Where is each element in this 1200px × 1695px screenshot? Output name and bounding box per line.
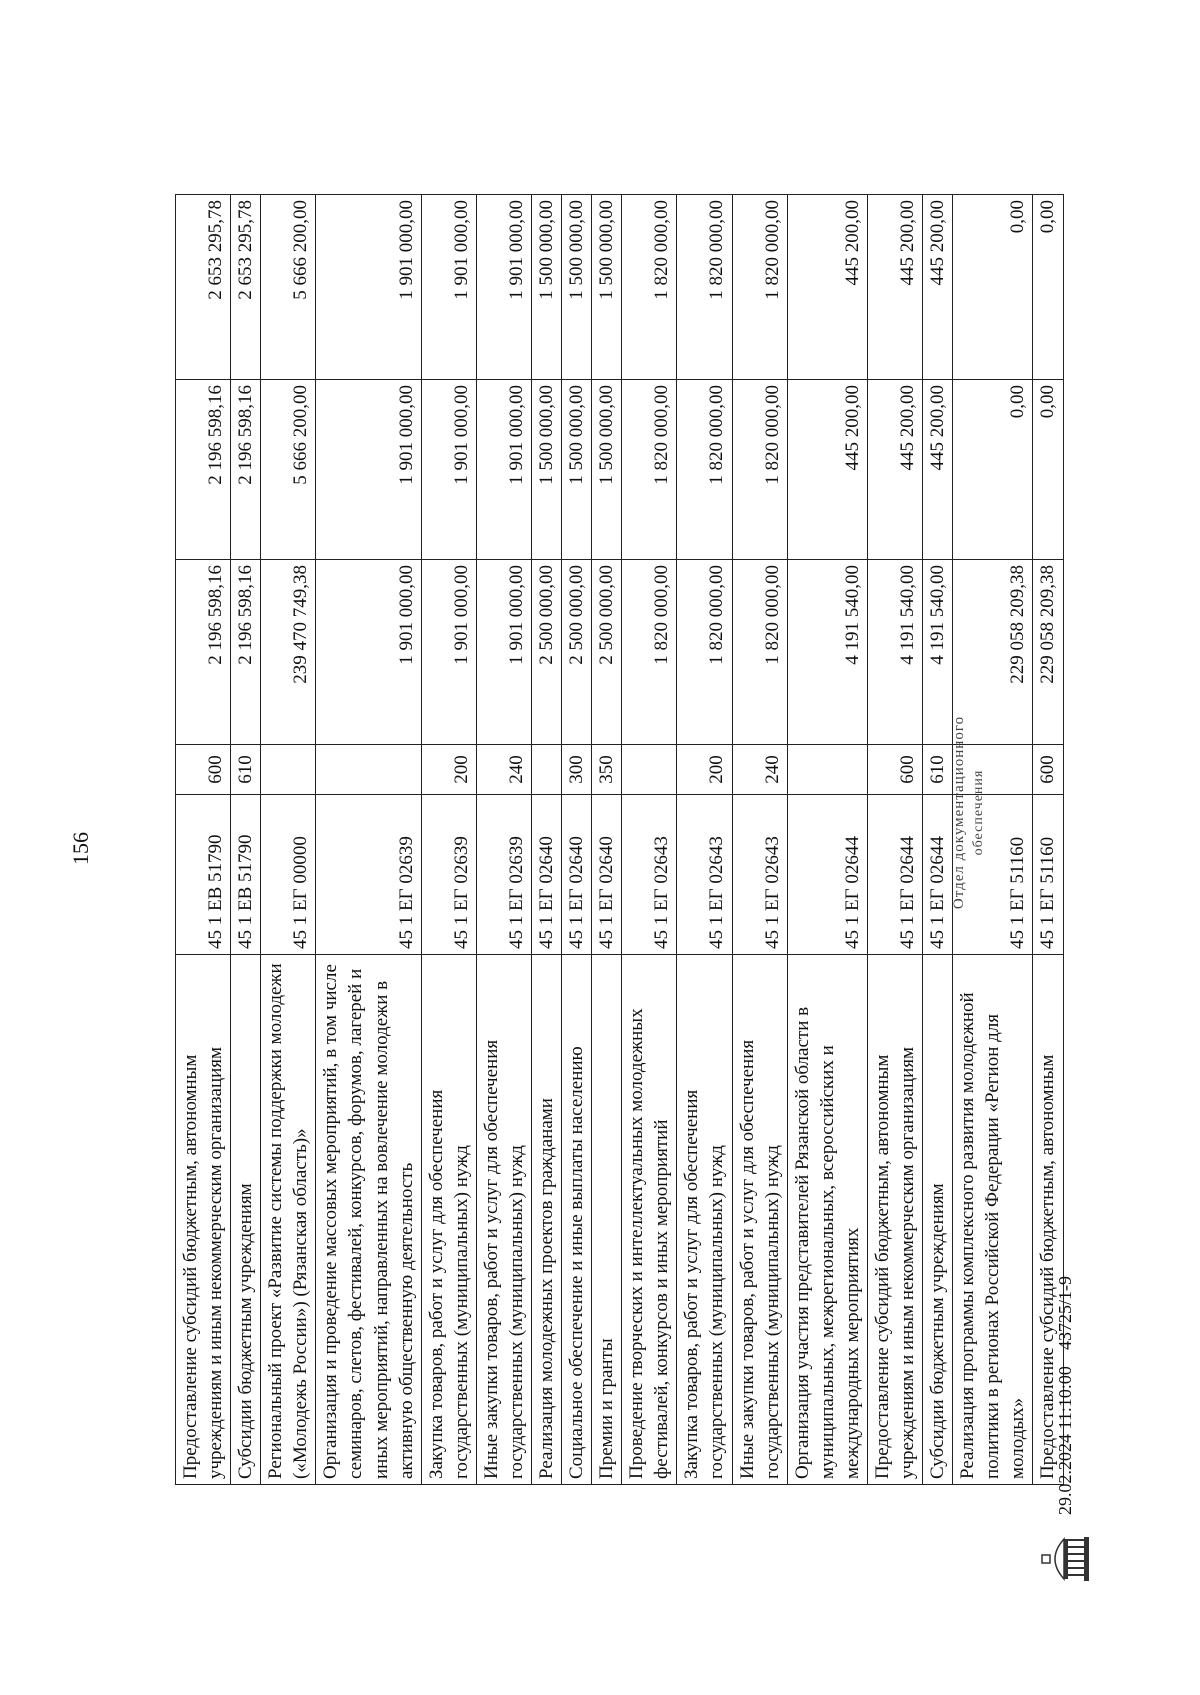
row-value-2-cell: 1 901 000,00 xyxy=(316,380,421,560)
row-vr-cell: 300 xyxy=(562,745,592,795)
table-row xyxy=(231,195,261,1485)
row-code-cell: 45 1 EГ 02640 xyxy=(532,795,562,955)
row-value-2-cell: 1 820 000,00 xyxy=(732,380,787,560)
row-value-1-cell: 4 191 540,00 xyxy=(923,560,953,745)
row-value-3-cell: 1 820 000,00 xyxy=(677,195,732,380)
row-vr-cell: 200 xyxy=(677,745,732,795)
row-value-2-cell: 1 500 000,00 xyxy=(562,380,592,560)
row-vr-cell: 610 xyxy=(231,745,261,795)
row-value-1-cell: 239 470 749,38 xyxy=(261,560,316,745)
row-value-3-cell: 1 820 000,00 xyxy=(732,195,787,380)
row-value-2-cell: 1 820 000,00 xyxy=(622,380,677,560)
row-vr-cell xyxy=(532,745,562,795)
row-code-cell: 45 1 EГ 02640 xyxy=(592,795,622,955)
row-value-3-cell: 1 820 000,00 xyxy=(622,195,677,380)
row-value-1-cell: 1 820 000,00 xyxy=(677,560,732,745)
row-value-2-cell: 1 901 000,00 xyxy=(476,380,531,560)
row-value-2-cell: 5 666 200,00 xyxy=(261,380,316,560)
table-row xyxy=(787,195,867,1485)
row-value-3-cell: 1 901 000,00 xyxy=(476,195,531,380)
row-code-cell: 45 1 EГ 02640 xyxy=(562,795,592,955)
row-value-3-cell: 1 500 000,00 xyxy=(532,195,562,380)
table-row xyxy=(476,195,531,1485)
row-value-1-cell: 229 058 209,38 xyxy=(1033,560,1063,745)
row-name-cell: Субсидии бюджетным учреждениям xyxy=(231,955,261,1485)
row-code-cell: 45 1 EГ 02644 xyxy=(787,795,867,955)
stamp-line2: обеспечения xyxy=(970,769,986,856)
row-vr-cell: 600 xyxy=(1033,745,1063,795)
row-value-1-cell: 4 191 540,00 xyxy=(787,560,867,745)
row-value-3-cell: 1 500 000,00 xyxy=(562,195,592,380)
row-value-2-cell: 1 820 000,00 xyxy=(677,380,732,560)
row-code-cell: 45 1 EВ 51790 xyxy=(231,795,261,955)
row-code-cell: 45 1 EГ 02639 xyxy=(316,795,421,955)
row-value-1-cell: 2 500 000,00 xyxy=(532,560,562,745)
row-name-cell: Закупка товаров, работ и услуг для обеспечения государственных (муниципальных) нужд xyxy=(421,955,476,1485)
stamp-line1: Отдел документационного xyxy=(951,715,967,910)
row-value-2-cell: 445 200,00 xyxy=(787,380,867,560)
table-row xyxy=(562,195,592,1485)
row-value-3-cell: 5 666 200,00 xyxy=(261,195,316,380)
row-name-cell: Иные закупки товаров, работ и услуг для обеспечения государственных (муниципальных) нужд xyxy=(476,955,531,1485)
row-value-1-cell: 1 901 000,00 xyxy=(316,560,421,745)
row-vr-cell: 600 xyxy=(867,745,922,795)
row-value-2-cell: 1 901 000,00 xyxy=(421,380,476,560)
row-name-cell: Организация и проведение массовых мероприятий, в том числе семинаров, слетов, фестивалей, конкурсов, форумов, лагерей и иных мероприятий, направленных на вовлечение молодежи в активную общественную деятельность xyxy=(316,955,421,1485)
row-code-cell: 45 1 EГ 02644 xyxy=(867,795,922,955)
footer-doc-number: 43725/1-9 xyxy=(1055,1276,1075,1350)
row-value-2-cell: 445 200,00 xyxy=(867,380,922,560)
row-vr-cell: 240 xyxy=(476,745,531,795)
table-row xyxy=(176,195,231,1485)
row-value-1-cell: 4 191 540,00 xyxy=(867,560,922,745)
budget-table xyxy=(175,194,1064,1485)
row-value-2-cell: 2 196 598,16 xyxy=(231,380,261,560)
row-name-cell: Субсидии бюджетным учреждениям xyxy=(923,955,953,1485)
row-value-3-cell: 445 200,00 xyxy=(787,195,867,380)
table-row xyxy=(316,195,421,1485)
row-value-3-cell: 0,00 xyxy=(953,195,1033,380)
row-name-cell: Реализация молодежных проектов гражданами xyxy=(532,955,562,1485)
row-vr-cell xyxy=(622,745,677,795)
row-vr-cell: 350 xyxy=(592,745,622,795)
row-code-cell: 45 1 EГ 02639 xyxy=(476,795,531,955)
row-name-cell: Организация участия представителей Рязанской области в муниципальных, межрегиональных, всероссийских и международных мероприятиях xyxy=(787,955,867,1485)
row-value-2-cell: 445 200,00 xyxy=(923,380,953,560)
row-value-1-cell: 2 196 598,16 xyxy=(231,560,261,745)
row-code-cell: 45 1 EГ 02643 xyxy=(677,795,732,955)
row-name-cell: Премии и гранты xyxy=(592,955,622,1485)
row-name-cell: Предоставление субсидий бюджетным, автономным xyxy=(1033,955,1063,1485)
row-code-cell: 45 1 EГ 00000 xyxy=(261,795,316,955)
row-vr-cell xyxy=(787,745,867,795)
row-vr-cell xyxy=(261,745,316,795)
row-code-cell: 45 1 EГ 02644 xyxy=(923,795,953,955)
row-code-cell: 45 1 EВ 51790 xyxy=(176,795,231,955)
row-name-cell: Реализация программы комплексного развития молодежной политики в регионах Российской Федерации «Регион для молодых» xyxy=(953,955,1033,1485)
row-code-cell: 45 1 EГ 51160 xyxy=(1033,795,1063,955)
row-value-3-cell: 0,00 xyxy=(1033,195,1063,380)
row-value-2-cell: 0,00 xyxy=(953,380,1033,560)
footer-date: 29.02.2024 11:10:00 xyxy=(1055,1366,1075,1515)
row-vr-cell: 610 xyxy=(923,745,953,795)
table-row xyxy=(677,195,732,1485)
page-number: 156 xyxy=(68,832,93,865)
row-value-3-cell: 2 653 295,78 xyxy=(176,195,231,380)
row-value-2-cell: 1 500 000,00 xyxy=(532,380,562,560)
row-vr-cell: 600 xyxy=(176,745,231,795)
row-value-2-cell: 1 500 000,00 xyxy=(592,380,622,560)
row-vr-cell xyxy=(316,745,421,795)
row-code-cell: 45 1 EГ 02643 xyxy=(622,795,677,955)
row-value-3-cell: 1 901 000,00 xyxy=(421,195,476,380)
department-stamp xyxy=(950,700,988,925)
row-value-1-cell: 2 196 598,16 xyxy=(176,560,231,745)
table-row xyxy=(732,195,787,1485)
row-value-2-cell: 0,00 xyxy=(1033,380,1063,560)
row-name-cell: Региональный проект «Развитие системы поддержки молодежи («Молодежь России») (Рязанская область)» xyxy=(261,955,316,1485)
row-value-1-cell: 229 058 209,38 xyxy=(953,560,1033,745)
row-name-cell: Иные закупки товаров, работ и услуг для обеспечения государственных (муниципальных) нужд xyxy=(732,955,787,1485)
row-code-cell: 45 1 EГ 02643 xyxy=(732,795,787,955)
table-row xyxy=(923,195,953,1485)
row-value-1-cell: 1 820 000,00 xyxy=(622,560,677,745)
row-name-cell: Предоставление субсидий бюджетным, автономным учреждениям и иным некоммерческим организациям xyxy=(176,955,231,1485)
row-value-1-cell: 1 901 000,00 xyxy=(421,560,476,745)
row-value-3-cell: 445 200,00 xyxy=(867,195,922,380)
table-row xyxy=(592,195,622,1485)
row-name-cell: Закупка товаров, работ и услуг для обеспечения государственных (муниципальных) нужд xyxy=(677,955,732,1485)
row-value-1-cell: 1 901 000,00 xyxy=(476,560,531,745)
row-value-1-cell: 2 500 000,00 xyxy=(592,560,622,745)
row-vr-cell: 240 xyxy=(732,745,787,795)
table-row xyxy=(622,195,677,1485)
row-name-cell: Социальное обеспечение и иные выплаты населению xyxy=(562,955,592,1485)
table-row xyxy=(421,195,476,1485)
row-vr-cell: 200 xyxy=(421,745,476,795)
row-code-cell: 45 1 EГ 51160 xyxy=(953,795,1033,955)
row-code-cell: 45 1 EГ 02639 xyxy=(421,795,476,955)
row-value-1-cell: 1 820 000,00 xyxy=(732,560,787,745)
row-value-1-cell: 2 500 000,00 xyxy=(562,560,592,745)
row-value-2-cell: 2 196 598,16 xyxy=(176,380,231,560)
row-name-cell: Предоставление субсидий бюджетным, автономным учреждениям и иным некоммерческим организациям xyxy=(867,955,922,1485)
row-value-3-cell: 1 500 000,00 xyxy=(592,195,622,380)
row-value-3-cell: 2 653 295,78 xyxy=(231,195,261,380)
row-value-3-cell: 445 200,00 xyxy=(923,195,953,380)
table-row xyxy=(867,195,922,1485)
row-name-cell: Проведение творческих и интеллектуальных молодежных фестивалей, конкурсов и иных мероприятий xyxy=(622,955,677,1485)
table-row xyxy=(532,195,562,1485)
row-value-3-cell: 1 901 000,00 xyxy=(316,195,421,380)
table-row xyxy=(261,195,316,1485)
duma-building-icon xyxy=(1040,1533,1092,1585)
